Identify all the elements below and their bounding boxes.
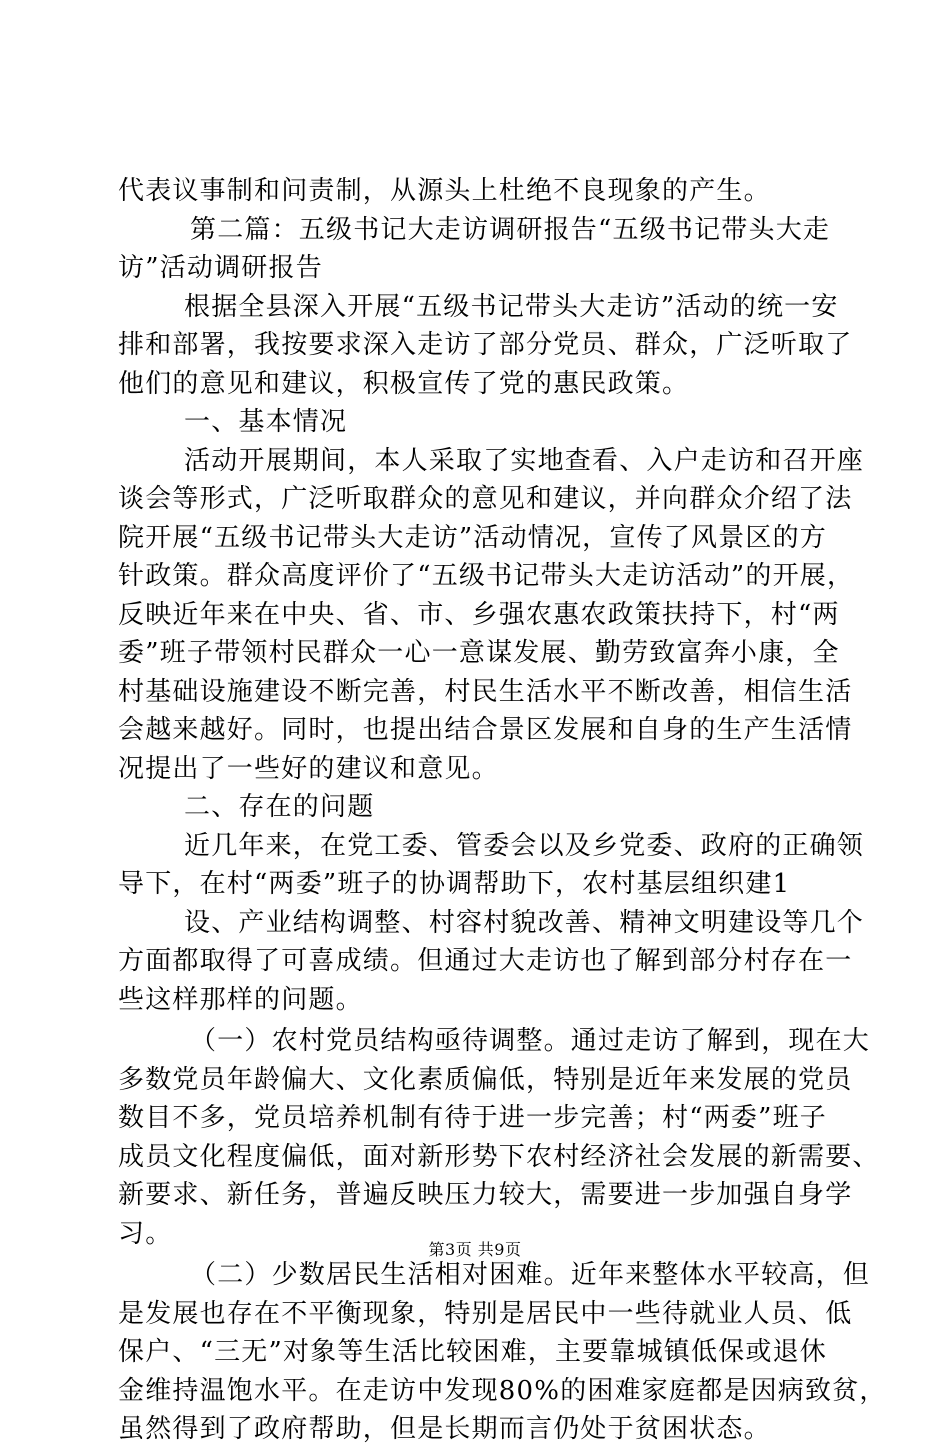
text-line: 多数党员年龄偏大、文化素质偏低，特别是近年来发展的党员 bbox=[118, 1064, 853, 1095]
section-heading-continued: 访”活动调研报告 bbox=[118, 253, 323, 283]
text-line: 排和部署，我按要求深入走访了部分党员、群众，广泛听取了 bbox=[118, 330, 853, 360]
text-line: 委”班子带领村民群众一心一意谋发展、勤劳致富奔小康，全 bbox=[118, 638, 840, 668]
text-line: 习。 bbox=[118, 1218, 173, 1249]
text-line: 设、产业结构调整、村容村貌改善、精神文明建设等几个 bbox=[184, 907, 865, 938]
subheading-basic-situation: 一、基本情况 bbox=[184, 407, 348, 437]
text-line: 他们的意见和建议，积极宣传了党的惠民政策。 bbox=[118, 368, 690, 399]
text-line: 新要求、新任务，普遍反映压力较大，需要进一步加强自身学 bbox=[118, 1180, 853, 1210]
text-line: 数目不多，党员培养机制有待于进一步完善；村“两委”班子 bbox=[118, 1103, 827, 1133]
paragraph-start: （一）农村党员结构亟待调整。通过走访了解到，现在大 bbox=[190, 1026, 871, 1056]
text-line: 村基础设施建设不断完善，村民生活水平不断改善，相信生活 bbox=[118, 676, 853, 707]
paragraph-start: 近几年来，在党工委、管委会以及乡党委、政府的正确领 bbox=[184, 830, 865, 861]
text-line: 方面都取得了可喜成绩。但通过大走访也了解到部分村存在一 bbox=[118, 946, 853, 976]
text-line: 些这样那样的问题。 bbox=[118, 984, 363, 1015]
text-line: 成员文化程度偏低，面对新形势下农村经济社会发展的新需要、 bbox=[118, 1141, 880, 1172]
text-line: 会越来越好。同时，也提出结合景区发展和自身的生产生活情 bbox=[118, 715, 853, 745]
text-line: 况提出了一些好的建议和意见。 bbox=[118, 753, 499, 784]
text-line: 保户、“三无”对象等生活比较困难，主要靠城镇低保或退休 bbox=[118, 1337, 827, 1367]
page-number-footer: 第3页 共9页 bbox=[428, 1240, 522, 1259]
paragraph-start: 活动开展期间，本人采取了实地查看、入户走访和召开座 bbox=[184, 445, 865, 476]
subheading-existing-problems: 二、存在的问题 bbox=[184, 792, 375, 822]
text-line: 虽然得到了政府帮助，但是长期而言仍处于贫困状态。 bbox=[118, 1414, 771, 1444]
text-line: 院开展“五级书记带头大走访”活动情况，宣传了风景区的方 bbox=[118, 522, 827, 553]
text-line: 金维持温饱水平。在走访中发现80%的困难家庭都是因病致贫， bbox=[118, 1375, 887, 1406]
text-line: 反映近年来在中央、省、市、乡强农惠农政策扶持下，村“两 bbox=[118, 599, 840, 630]
text-line: 谈会等形式，广泛听取群众的意见和建议，并向群众介绍了法 bbox=[118, 484, 853, 514]
paragraph-start: （二）少数居民生活相对困难。近年来整体水平较高，但 bbox=[190, 1260, 871, 1290]
text-line: 代表议事制和问责制，从源头上杜绝不良现象的产生。 bbox=[118, 176, 771, 206]
paragraph-start: 根据全县深入开展“五级书记带头大走访”活动的统一安 bbox=[184, 291, 839, 322]
text-line: 是发展也存在不平衡现象，特别是居民中一些待就业人员、低 bbox=[118, 1298, 853, 1329]
text-line: 针政策。群众高度评价了“五级书记带头大走访活动”的开展， bbox=[118, 561, 855, 591]
section-heading: 第二篇：五级书记大走访调研报告“五级书记带头大走 bbox=[190, 214, 831, 245]
text-line: 导下，在村“两委”班子的协调帮助下，农村基层组织建1 bbox=[118, 869, 791, 899]
